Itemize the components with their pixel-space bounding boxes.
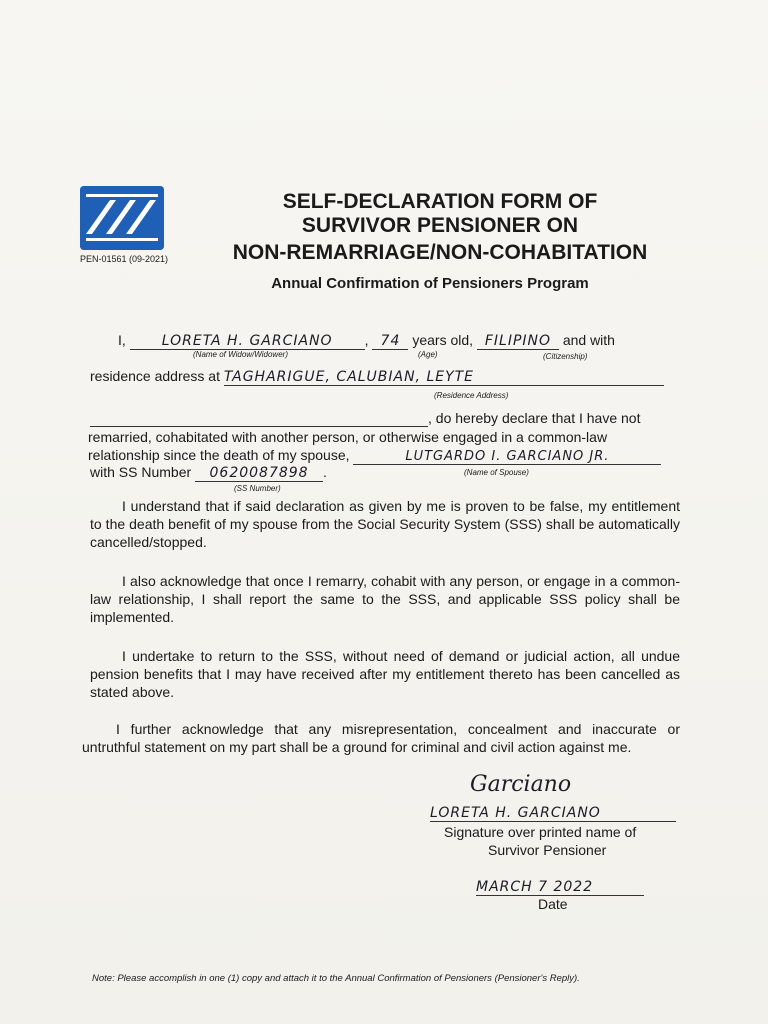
declaration-line-6: with SS Number 0620087898 . [90,464,327,481]
widow-name-field: LORETA H. GARCIANO [130,333,365,350]
title-line-2: SURVIVOR PENSIONER ON [301,214,579,237]
paragraph-3: I undertake to return to the SSS, without need of demand or judicial action, all undue pension benefits that I may have received after my entitlement thereto has been cancelled as stated above. [90,648,680,700]
date-field: MARCH 7 2022 [476,879,644,896]
date-label: Date [538,896,568,912]
declaration-line-4: remarried, cohabitated with another person, or otherwise engaged in a common-law [88,429,608,445]
relationship-text: relationship since the death of my spouse, [88,447,350,463]
date-line [476,878,644,896]
declaration-line-5 [88,447,661,465]
paragraph-1: I understand that if said declaration as given by me is proven to be false, my entitlement to the death benefit of my spouse from the Social Security System (SSS) shall be automatically cancelled/stopped. [90,498,680,550]
ss-caption: (SS Number) [234,484,281,493]
printed-name-field: LORETA H. GARCIANO [430,805,676,822]
age-field: 74 [372,333,408,350]
sss-logo-icon [80,186,164,250]
citizenship-field: FILIPINO [477,333,559,350]
form-code: PEN-01561 (09-2021) [80,254,169,264]
declaration-line-2 [90,368,664,386]
spouse-name-field: LUTGARDO I. GARCIANO JR. [353,449,661,465]
title-line-1: SELF-DECLARATION FORM OF [282,190,598,213]
footer-note: Note: Please accomplish in one (1) copy and attach it to the Annual Confirmation of Pensioners (Pensioner's Reply). [92,973,580,984]
spouse-caption: (Name of Spouse) [464,468,529,477]
sss-logo [80,186,164,250]
ss-number-field: 0620087898 [195,465,323,482]
citizenship-caption: (Citizenship) [543,352,588,361]
subtitle: Annual Confirmation of Pensioners Program [271,275,589,292]
name-caption: (Name of Widow/Widower) [193,350,288,359]
declare-text: , do hereby declare that I have not [428,410,641,426]
declaration-line-1 [118,332,615,350]
residence-continuation-field [90,410,428,427]
residence-field: TAGHARIGUE, CALUBIAN, LEYTE [224,369,664,386]
age-caption: (Age) [418,350,438,359]
and-with-text: and with [562,332,615,348]
prefix-i: I, [118,332,126,348]
signature-script: Garciano [470,772,572,797]
declaration-line-3 [90,410,640,427]
title-line-3: NON-REMARRIAGE/NON-COHABITATION [232,241,648,264]
ss-prefix: with SS Number [90,464,192,480]
paragraph-2: I also acknowledge that once I remarry, cohabit with any person, or engage in a common-law relationship, I shall report the same to the SSS, and applicable SSS policy shall be implemented. [90,573,680,625]
years-old-text: years old, [412,332,474,348]
residence-prefix: residence address at [90,368,220,384]
residence-caption: (Residence Address) [434,391,509,400]
signature-label-2: Survivor Pensioner [488,842,607,858]
paragraph-4: I further acknowledge that any misrepresentation, concealment and inaccurate or untruthful statement on my part shall be a ground for criminal and civil action against me. [82,721,680,755]
signature-label-1: Signature over printed name of [444,824,637,840]
comma: , [364,332,369,348]
printed-name-line [430,804,676,822]
